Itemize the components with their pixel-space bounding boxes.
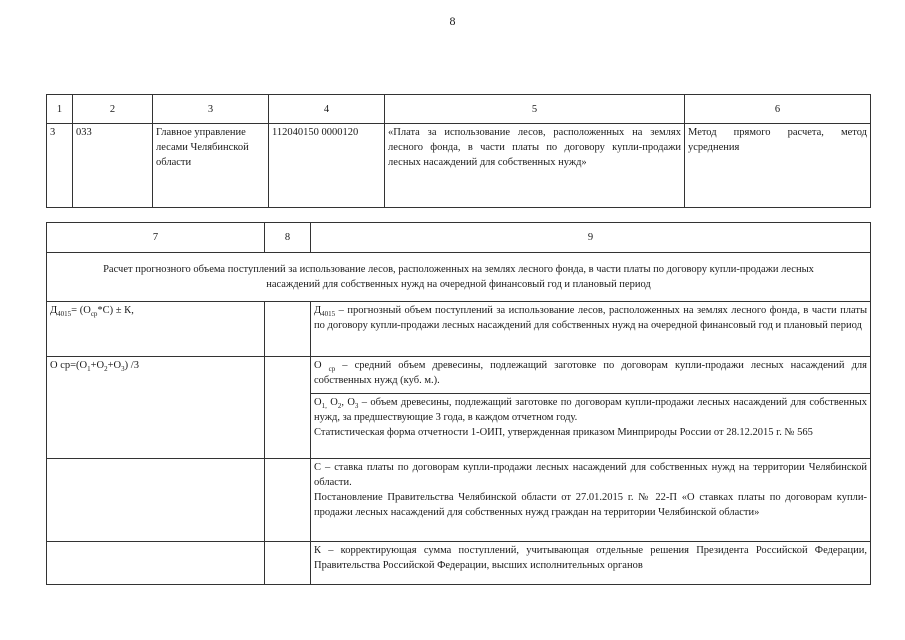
empty-cell [265,302,311,357]
description-forecast-cell: $Д_{4015}$ – прогнозный объем поступлений за использование лесов, расположенных на землях лесного фонда, в части платы по договору купли-продажи лесных насаждений для собственных нужд на очередной финансовый год и плановый период [311,302,871,357]
table-bottom-header-row [47,223,871,253]
formula-average-cell: О $ср=(О_1+О_2+О_3)$ /3 [47,357,265,459]
method-cell: Метод прямого расчета, метод усреднения [685,124,871,208]
revenue-name-cell: «Плата за использование лесов, расположенных на землях лесного фонда, в части платы по договору купли-продажи лесных насаждений для собственных нужд» [385,124,685,208]
empty-cell [47,459,265,542]
code-cell: 033 [73,124,153,208]
header-cell-9: 9 [311,223,871,253]
description-volumes-cell: $О_{1,}$ $О_2$, $О_3$ – объем древесины, подлежащий заготовке по договорам купли-продажи лесных насаждений для собственных нужд, за предшествующие 3 года, в каждом отчетном году. Статистическая форма отчетности 1-ОИП, утвержденная приказом Минприроды России от 28.12.2015 г. № 565 [311,394,871,459]
header-cell-1: 1 [47,95,73,124]
table-top-header-row [47,95,871,124]
kbk-code-cell: 112040150 0000120 [269,124,385,208]
header-cell-7: 7 [47,223,265,253]
description-correction-cell: К – корректирующая сумма поступлений, учитывающая отдельные решения Президента Российской Федерации, Правительства Российской Федерации, высших исполнительных органов [311,542,871,585]
description-rate-cell [311,459,871,542]
calc-row-forecast [47,302,871,357]
formula-forecast-cell: $Д_{4015}= (О_{ср}*С) \pm К$, [47,302,265,357]
rate-definition: С – ставка платы по договорам купли-продажи лесных насаждений для собственных нужд на территории Челябинской области. [314,462,867,488]
description-average-cell: О $_{ср}$ – средний объем древесины, подлежащий заготовке по договорам купли-продажи лесных насаждений для собственных нужд (куб. м.). [311,357,871,394]
header-cell-8: 8 [265,223,311,253]
page-number: 8 [449,14,456,28]
header-cell-2: 2 [73,95,153,124]
empty-cell [47,542,265,585]
header-cell-5: 5 [385,95,685,124]
calc-row-average [47,357,871,394]
calc-row-rate [47,459,871,542]
empty-cell [265,357,311,459]
header-cell-4: 4 [269,95,385,124]
section-title-row [47,253,871,302]
table-top [46,94,871,208]
calc-row-correction [47,542,871,585]
table-bottom [46,222,871,585]
header-cell-6: 6 [685,95,871,124]
section-title: Расчет прогнозного объема поступлений за использование лесов, расположенных на землях лесного фонда, в части платы по договору купли-продажи лесных насаждений для собственных нужд на очередной финансовый год и плановый период [47,253,871,302]
empty-cell [265,542,311,585]
rate-resolution: Постановление Правительства Челябинской области от 27.01.2015 г. № 22-П «О ставках платы по договорам купли-продажи лесных насаждений для собственных нужд граждан на территории Челябинской области» [314,492,867,518]
empty-cell [265,459,311,542]
statistical-form-note: Статистическая форма отчетности 1-ОИП, утвержденная приказом Минприроды России от 28.12.2015 г. № 565 [314,427,813,438]
administrator-cell: Главное управление лесами Челябинской области [153,124,269,208]
header-cell-3: 3 [153,95,269,124]
row-number-cell: 3 [47,124,73,208]
table-top-data-row [47,124,871,208]
